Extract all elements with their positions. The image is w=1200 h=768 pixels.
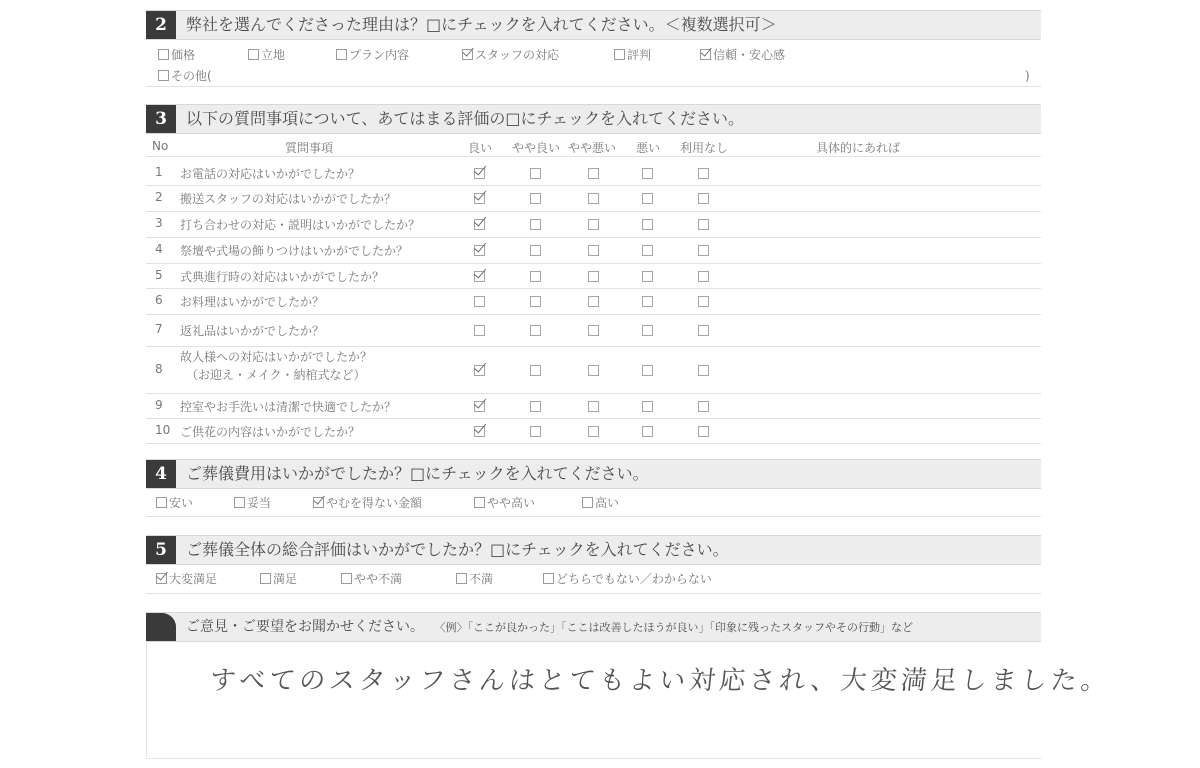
section-2-title: 弊社を選んでくださった理由は？□にチェックを入れてください。＜複数選択可＞ (186, 15, 777, 34)
rating-checkbox-fairly-good[interactable] (530, 401, 541, 412)
divider (146, 185, 1041, 186)
section-5-title: ご葬儀全体の総合評価はいかがでしたか？□にチェックを入れてください。 (186, 540, 729, 559)
cost-option[interactable] (156, 495, 193, 511)
section-4-title: ご葬儀費用はいかがでしたか？□にチェックを入れてください。 (186, 464, 649, 483)
row-number: 1 (155, 164, 163, 179)
divider (146, 156, 1041, 157)
cost-option[interactable] (313, 495, 422, 511)
rating-checkbox-fairly-good[interactable] (530, 271, 541, 282)
rating-checkbox-bad[interactable] (642, 426, 653, 437)
rating-checkbox-good[interactable] (474, 296, 485, 307)
row-number: 3 (155, 216, 163, 230)
rating-checkbox-not-used[interactable] (698, 401, 709, 412)
reason-option[interactable] (614, 47, 651, 63)
divider (146, 346, 1041, 347)
section-6-example: 〈例〉「ここが良かった」「ここは改善したほうが良い」「印象に残ったスタッフやその行動」など (434, 621, 913, 634)
rating-checkbox-good-checked[interactable] (474, 245, 485, 256)
checked-checkbox-icon[interactable] (700, 49, 711, 60)
rating-checkbox-fairly-good[interactable] (530, 296, 541, 307)
rating-checkbox-fairly-bad[interactable] (588, 245, 599, 256)
option-label: 高い (595, 496, 620, 510)
checkbox-icon[interactable] (614, 49, 625, 60)
rating-checkbox-bad[interactable] (642, 168, 653, 179)
section-3-title: 以下の質問事項について、あてはまる評価の□にチェックを入れてください。 (186, 109, 744, 128)
checked-checkbox-icon[interactable] (156, 573, 167, 584)
option-label: やや不満 (354, 572, 403, 586)
checkbox-icon[interactable] (456, 573, 467, 584)
section-4-header (146, 459, 1041, 489)
section-2-number: 2 (146, 11, 176, 39)
row-number: 6 (155, 293, 163, 307)
rating-checkbox-fairly-good[interactable] (530, 168, 541, 179)
rating-checkbox-not-used[interactable] (698, 325, 709, 336)
checkbox-icon[interactable] (260, 573, 271, 584)
section-3-header (146, 104, 1041, 134)
divider (146, 443, 1041, 444)
rating-checkbox-good-checked[interactable] (474, 193, 485, 204)
row-number: 2 (155, 190, 163, 204)
divider (146, 418, 1041, 419)
option-label: やや高い (487, 496, 536, 510)
rating-checkbox-fairly-bad[interactable] (588, 365, 599, 376)
option-label: 価格 (171, 48, 196, 62)
section-6-marker (146, 613, 176, 641)
cost-option[interactable] (234, 495, 271, 511)
option-label: 大変満足 (169, 572, 218, 586)
checkbox-icon[interactable] (156, 497, 167, 508)
checkbox-icon[interactable] (474, 497, 485, 508)
rating-checkbox-bad[interactable] (642, 401, 653, 412)
other-label: その他( (171, 69, 212, 83)
row-number: 9 (155, 397, 163, 412)
header-no: No (152, 139, 169, 153)
rating-checkbox-good-checked[interactable] (474, 168, 485, 179)
row-number: 4 (155, 242, 163, 256)
section-5-header (146, 535, 1041, 565)
rating-checkbox-fairly-bad[interactable] (588, 426, 599, 437)
rating-checkbox-not-used[interactable] (698, 271, 709, 282)
overall-option[interactable] (260, 571, 297, 587)
question-text: 故人様への対応はいかがでしたか？ (180, 350, 373, 364)
rating-checkbox-bad[interactable] (642, 219, 653, 230)
option-label: 信頼・安心感 (713, 48, 786, 62)
question-text: 祭壇や式場の飾りつけはいかがでしたか？ (180, 244, 409, 258)
header-not-used: 利用なし (680, 141, 729, 155)
rating-checkbox-fairly-bad[interactable] (588, 325, 599, 336)
question-text: お電話の対応はいかがでしたか？ (180, 166, 361, 181)
option-label: 安い (169, 496, 194, 510)
header-fairly-good: やや良い (512, 141, 561, 155)
divider (146, 593, 1041, 594)
checkbox-icon[interactable] (341, 573, 352, 584)
rating-checkbox-fairly-good[interactable] (530, 245, 541, 256)
question-subtext: （お迎え・メイク・納棺式など） (186, 368, 366, 382)
divider (146, 288, 1041, 289)
reason-option[interactable] (158, 47, 195, 63)
question-text: 返礼品はいかがでしたか？ (180, 324, 325, 338)
option-label: プラン内容 (349, 48, 410, 62)
rating-checkbox-fairly-bad[interactable] (588, 296, 599, 307)
row-number: 7 (155, 322, 163, 336)
section-6-title: ご意見・ご要望をお聞かせください。 (186, 619, 424, 635)
option-label: 評判 (627, 48, 652, 62)
rating-checkbox-good-checked[interactable] (474, 401, 485, 412)
rating-checkbox-fairly-bad[interactable] (588, 193, 599, 204)
checkbox-icon[interactable] (543, 573, 554, 584)
rating-checkbox-not-used[interactable] (698, 426, 709, 437)
divider (146, 263, 1041, 264)
section-4-number: 4 (146, 460, 176, 488)
option-label: スタッフの対応 (475, 48, 560, 62)
other-close-paren: ) (1025, 69, 1030, 83)
question-text: 搬送スタッフの対応はいかがでしたか？ (180, 192, 397, 206)
checkbox-icon[interactable] (336, 49, 347, 60)
divider (146, 314, 1041, 315)
divider (146, 86, 1041, 87)
overall-option[interactable] (341, 571, 402, 587)
cost-option[interactable] (582, 495, 619, 511)
rating-checkbox-bad[interactable] (642, 193, 653, 204)
question-text: 打ち合わせの対応・説明はいかがでしたか？ (180, 218, 421, 232)
rating-checkbox-fairly-good[interactable] (530, 426, 541, 437)
rating-checkbox-bad[interactable] (642, 245, 653, 256)
rating-checkbox-fairly-bad[interactable] (588, 219, 599, 230)
option-label: 不満 (469, 572, 494, 586)
rating-checkbox-fairly-good[interactable] (530, 193, 541, 204)
checkbox-icon[interactable] (158, 70, 169, 81)
overall-option[interactable] (543, 571, 712, 587)
option-label: 立地 (261, 48, 286, 62)
rating-checkbox-not-used[interactable] (698, 219, 709, 230)
rating-checkbox-good-checked[interactable] (474, 426, 485, 437)
rating-checkbox-not-used[interactable] (698, 193, 709, 204)
row-number: 5 (155, 267, 163, 282)
option-label: 満足 (273, 572, 298, 586)
reason-option[interactable] (462, 47, 559, 63)
rating-checkbox-good-checked[interactable] (474, 271, 485, 282)
handwritten-comment: すべてのスタッフさんはとてもよい対応され、大変満足しました。 (208, 666, 1113, 696)
rating-checkbox-fairly-bad[interactable] (588, 401, 599, 412)
divider (146, 393, 1041, 394)
rating-checkbox-good[interactable] (474, 325, 485, 336)
section-6-header (146, 612, 1041, 642)
overall-option[interactable] (156, 571, 217, 587)
header-details: 具体的にあれば (816, 141, 901, 155)
header-fairly-bad: やや悪い (568, 141, 617, 155)
question-text: お料理はいかがでしたか？ (180, 295, 325, 309)
option-label: どちらでもない／わからない (556, 572, 712, 586)
rating-checkbox-not-used[interactable] (698, 296, 709, 307)
header-question: 質問事項 (285, 141, 334, 155)
rating-checkbox-fairly-good[interactable] (530, 325, 541, 336)
question-text: ご供花の内容はいかがでしたか？ (180, 424, 361, 439)
checkbox-icon[interactable] (248, 49, 259, 60)
overall-option[interactable] (456, 571, 493, 587)
checkbox-icon[interactable] (234, 497, 245, 508)
divider (146, 237, 1041, 238)
rating-checkbox-fairly-good[interactable] (530, 219, 541, 230)
checked-checkbox-icon[interactable] (313, 497, 324, 508)
rating-checkbox-fairly-bad[interactable] (588, 271, 599, 282)
rating-checkbox-bad[interactable] (642, 365, 653, 376)
divider (146, 211, 1041, 212)
rating-checkbox-not-used[interactable] (698, 245, 709, 256)
rating-checkbox-good-checked[interactable] (474, 365, 485, 376)
question-text: 控室やお手洗いは清潔で快適でしたか？ (180, 399, 397, 414)
question-text: 式典進行時の対応はいかがでしたか？ (180, 269, 385, 284)
row-number: 8 (155, 361, 163, 376)
option-label: やむを得ない金額 (326, 496, 423, 510)
section-6-title-wrap (186, 613, 913, 642)
reason-option[interactable] (336, 47, 409, 63)
rating-checkbox-not-used[interactable] (698, 365, 709, 376)
rating-checkbox-bad[interactable] (642, 271, 653, 282)
rating-checkbox-fairly-bad[interactable] (588, 168, 599, 179)
rating-checkbox-fairly-good[interactable] (530, 365, 541, 376)
section-5-number: 5 (146, 536, 176, 564)
rating-checkbox-bad[interactable] (642, 296, 653, 307)
reason-option[interactable] (700, 47, 785, 63)
checkbox-icon[interactable] (582, 497, 593, 508)
rating-checkbox-good-checked[interactable] (474, 219, 485, 230)
reason-option[interactable] (248, 47, 285, 63)
header-bad: 悪い (636, 141, 661, 155)
cost-option[interactable] (474, 495, 535, 511)
section-2-header (146, 10, 1041, 40)
checked-checkbox-icon[interactable] (462, 49, 473, 60)
section-2-other[interactable] (158, 68, 212, 84)
rating-checkbox-not-used[interactable] (698, 168, 709, 179)
header-good: 良い (468, 141, 493, 155)
section-3-number: 3 (146, 105, 176, 133)
divider (146, 516, 1041, 517)
checkbox-icon[interactable] (158, 49, 169, 60)
rating-checkbox-bad[interactable] (642, 325, 653, 336)
row-number: 10 (155, 422, 171, 437)
option-label: 妥当 (247, 496, 272, 510)
